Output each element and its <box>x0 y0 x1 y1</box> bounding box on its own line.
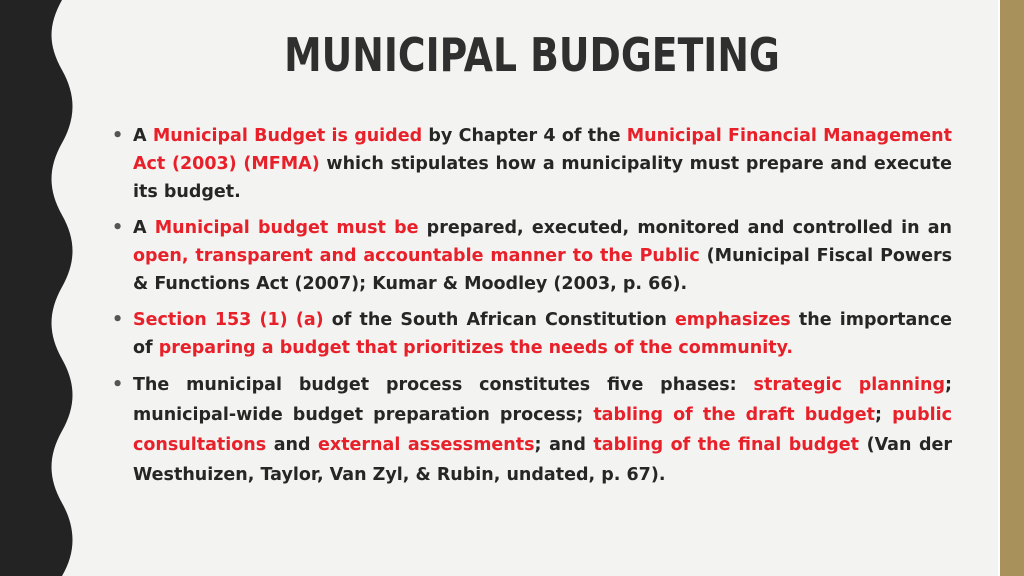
body-text: A <box>133 126 153 146</box>
body-text: the importance of <box>133 310 953 358</box>
body-text: (Municipal Fiscal Powers & Functions Act (2007); Kumar & Moodley (2003, p. 66). <box>133 246 953 294</box>
body-text: (Van der Westhuizen, Taylor, Van Zyl, & Rubin, undated, p. 67). <box>133 435 952 485</box>
highlighted-text: external assessments <box>318 435 535 455</box>
highlighted-text: Section 153 (1) (a) <box>133 310 324 330</box>
body-text: ; and <box>534 435 594 455</box>
body-text: A <box>133 218 155 238</box>
body-text: which stipulates how a municipality must prepare and execute its budget. <box>133 154 952 202</box>
highlighted-text: emphasizes <box>674 310 791 330</box>
decorative-gold-band <box>998 0 1024 576</box>
body-text: The municipal budget process constitutes five phases: <box>133 375 754 395</box>
highlighted-text: open, transparent and accountable manner to the Public <box>133 246 700 266</box>
body-text: by Chapter 4 of the <box>422 126 627 146</box>
highlighted-text: public consultations <box>133 405 953 455</box>
decorative-wavy-band <box>0 0 90 576</box>
bullet-item <box>110 370 952 490</box>
highlighted-text: strategic planning <box>753 375 945 395</box>
body-text: ; municipal-wide budget preparation process; <box>133 375 952 425</box>
highlighted-text: preparing a budget that prioritizes the needs of the community. <box>158 338 794 358</box>
highlighted-text: tabling of the draft budget <box>593 405 875 425</box>
bullet-item <box>110 306 952 362</box>
bullet-list <box>110 122 952 498</box>
bullet-item <box>110 214 952 298</box>
body-text: and <box>266 435 319 455</box>
highlighted-text: Municipal budget must be <box>154 218 419 238</box>
bullet-item <box>110 122 952 206</box>
body-text: ; <box>875 405 893 425</box>
highlighted-text: Municipal Financial Management Act (2003) (MFMA) <box>133 126 952 174</box>
highlighted-text: Municipal Budget is guided <box>152 126 423 146</box>
highlighted-text: tabling of the final budget <box>593 435 860 455</box>
slide-title: MUNICIPAL BUDGETING <box>284 28 780 82</box>
body-text: of the South African Constitution <box>323 310 675 330</box>
body-text: prepared, executed, monitored and controlled in an <box>418 218 952 238</box>
